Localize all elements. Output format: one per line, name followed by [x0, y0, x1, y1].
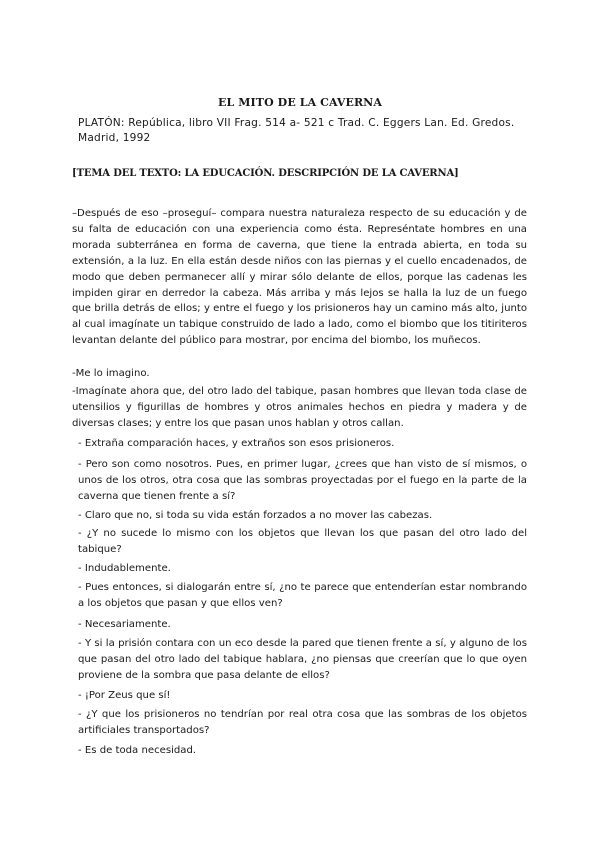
- dialogue-line: - Extraña comparación haces, y extraños son esos prisioneros.: [78, 438, 395, 449]
- dialogue-line: -Me lo imagino.: [72, 368, 150, 379]
- dialogue-line: - Y si la prisión contara con un eco desde la pared que tienen frente a sí, y alguno de los que pasan del otro lado del tabique hablara, ¿no piensas que creerían que lo que oyen proviene de la sombra que pasa delante de ellos?: [78, 638, 527, 681]
- dialogue-line: - Es de toda necesidad.: [78, 745, 197, 756]
- dialogue-line: - ¿Y no sucede lo mismo con los objetos que llevan los que pasan del otro lado del tabique?: [78, 528, 527, 555]
- dialogue-line: - ¿Y que los prisioneros no tendrían por real otra cosa que las sombras de los objetos artificiales transportados?: [78, 709, 527, 736]
- dialogue-line: - Claro que no, si toda su vida están forzados a no mover las cabezas.: [78, 510, 433, 521]
- text-theme-heading: [TEMA DEL TEXTO: LA EDUCACIÓN. DESCRIPCIÓN DE LA CAVERNA]: [72, 168, 459, 179]
- dialogue-line: - Indudablemente.: [78, 563, 171, 574]
- dialogue-line: -Imagínate ahora que, del otro lado del tabique, pasan hombres que llevan toda clase de utensilios y figurillas de hombres y otros animales hechos en piedra y madera y de diversas clases; y entre los que pasan unos hablan y otros callan.: [72, 386, 527, 429]
- document-title: EL MITO DE LA CAVERNA: [218, 96, 382, 109]
- source-citation: PLATÓN: República, libro VII Frag. 514 a- 521 c Trad. C. Eggers Lan. Ed. Gredos. Madrid, 1992: [78, 117, 515, 144]
- dialogue-line: - Pero son como nosotros. Pues, en primer lugar, ¿crees que han visto de sí mismos, o unos de los otros, otra cosa que las sombras proyectadas por el fuego en la parte de la caverna que tienen frente a sí?: [78, 459, 527, 502]
- dialogue-line: - Necesariamente.: [78, 619, 171, 630]
- intro-paragraph: –Después de eso –proseguí– compara nuestra naturaleza respecto de su educación y de su falta de educación con una experiencia como ésta. Represéntate hombres en una morada subterránea en forma de caverna, que tiene la entrada abierta, en toda su extensión, a la luz. En ella están desde niños con las piernas y el cuello encadenados, de modo que deben permanecer allí y mirar sólo delante de ellos, porque las cadenas les impiden girar en derredor la cabeza. Más arriba y más lejos se halla la luz de un fuego que brilla detrás de ellos; y entre el fuego y los prisioneros hay un camino más alto, junto al cual imagínate un tabique construido de lado a lado, como el biombo que los titiriteros levantan delante del público para mostrar, por encima del biombo, los muñecos.: [72, 208, 527, 347]
- dialogue-line: - ¡Por Zeus que sí!: [78, 690, 171, 701]
- dialogue-line: - Pues entonces, si dialogarán entre sí, ¿no te parece que entenderían estar nombrando a los objetos que pasan y que ellos ven?: [78, 582, 527, 609]
